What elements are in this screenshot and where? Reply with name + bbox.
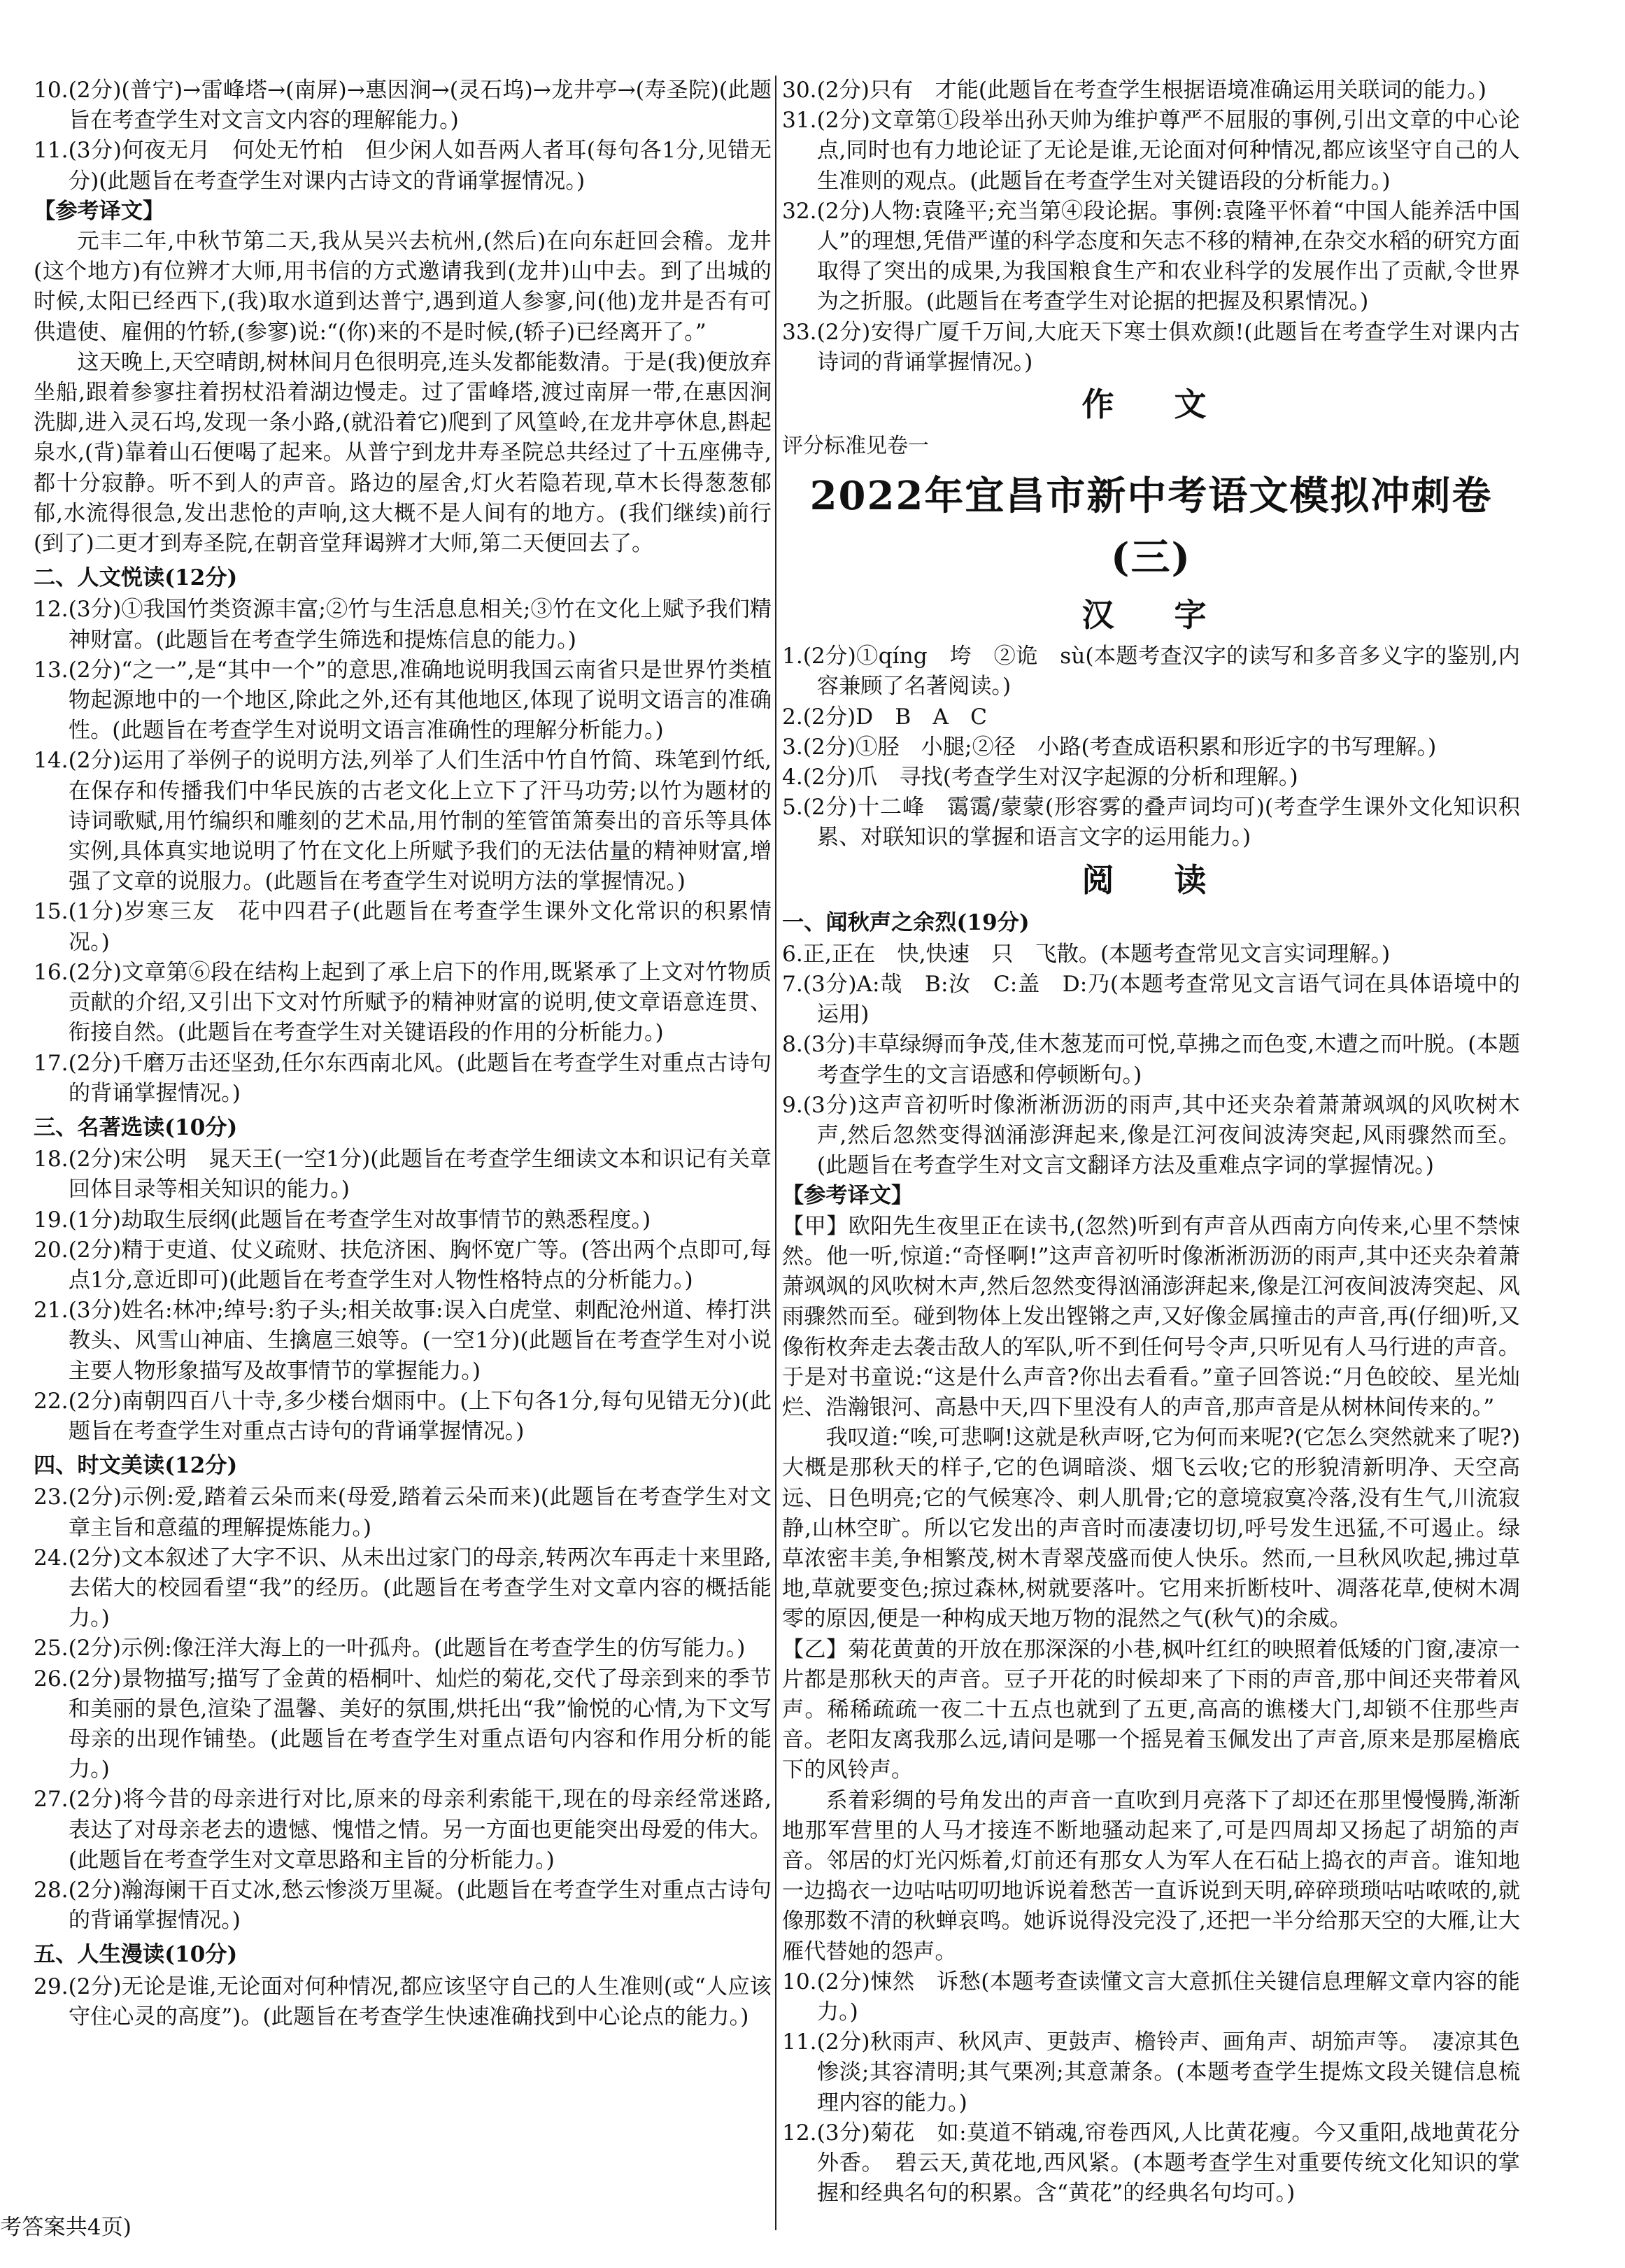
translation-label: 【参考译文】 [34, 198, 165, 224]
answer-item: 10.(2分)悚然 诉愁(本题考查读懂文言大意抓住关键信息理解文章内容的能力。) [782, 1969, 1520, 2025]
column-divider [775, 76, 776, 2230]
answer-item: 10.(2分)(普宁)→雷峰塔→(南屏)→惠因涧→(灵石坞)→龙井亭→(寿圣院)(此题旨在考查学生对文言文内容的理解能力。) [34, 78, 772, 134]
section-heading: 一、闻秋声之余烈(19分) [782, 909, 1030, 935]
page-footer: 考答案共4页) [0, 2215, 132, 2240]
answer-item: 17.(2分)千磨万击还坚劲,任尔东西南北风。(此题旨在考查学生对重点古诗句的背诵掌握情况。) [34, 1050, 772, 1106]
answer-item: 4.(2分)爪 寻找(考查学生对汉字起源的分析和理解。) [782, 765, 1298, 791]
answer-item: 30.(2分)只有 才能(此题旨在考查学生根据语境准确运用关联词的能力。) [782, 78, 1486, 103]
translation-paragraph: 元丰二年,中秋节第二天,我从吴兴去杭州,(然后)在向东赶回会稽。龙井(这个地方)有位辨才大师,用书信的方式邀请我到(龙井)山中去。到了出城的时候,太阳已经西下,(我)取水道到达普宁,遇到道人参寥,问(他)龙井是否有可供遣使、雇佣的竹轿,(参寥)说:“(你)来的不是时候,(轿子)已经离开了。” [34, 229, 772, 345]
translation-paragraph: 【乙】菊花黄黄的开放在那深深的小巷,枫叶红红的映照着低矮的门窗,凄凉一片都是那秋天的声音。豆子开花的时候却来了下雨的声音,那中间还夹带着风声。稀稀疏疏一夜二十五点也就到了五更,高高的谯楼大门,却锁不住那些声音。老阳友离我那么远,请问是哪一个摇晃着玉佩发出了声音,原来是那屋檐底下的风铃声。 [782, 1636, 1521, 1783]
answer-item: 2.(2分)D B A C [782, 704, 987, 730]
answer-item: 20.(2分)精于吏道、仗义疏财、扶危济困、胸怀宽广等。(答出两个点即可,每点1分,意近即可)(此题旨在考查学生对人物性格特点的分析能力。) [34, 1237, 772, 1293]
answer-item: 3.(2分)①胫 小腿;②径 小路(考查成语积累和形近字的书写理解。) [782, 734, 1437, 760]
answer-item: 11.(3分)何夜无月 何处无竹柏 但少闲人如吾两人者耳(每句各1分,见错无分)(此题旨在考查学生对课内古诗文的背诵掌握情况。) [34, 138, 772, 194]
answer-item: 14.(2分)运用了举例子的说明方法,列举了人们生活中竹自竹简、珠笔到竹纸,在保存和传播我们中华民族的古老文化上立下了汗马功劳;以竹为题材的诗词歌赋,用竹编织和雕刻的艺术品,用竹制的笙管笛箫奏出的音乐等具体实例,具体真实地说明了竹在文化上所赋予我们的无法估量的精神财富,增强了文章的说服力。(此题旨在考查学生对说明方法的掌握情况。) [34, 748, 772, 895]
answer-item: 33.(2分)安得广厦千万间,大庇天下寒士俱欢颜!(此题旨在考查学生对课内古诗词的背诵掌握情况。) [782, 319, 1520, 375]
answer-item: 29.(2分)无论是谁,无论面对何种情况,都应该坚守自己的人生准则(或“人应该守住心灵的高度”)。(此题旨在考查学生快速准确找到中心论点的能力。) [34, 1973, 772, 2029]
answer-item: 32.(2分)人物:袁隆平;充当第④段论据。事例:袁隆平怀着“中国人能养活中国人”的理想,凭借严谨的科学态度和矢志不移的精神,在杂交水稻的研究方面取得了突出的成果,为我国粮食生产和农业科学的发展作出了贡献,令世界为之折服。(此题旨在考查学生对论据的把握及积累情况。) [782, 198, 1520, 315]
answer-item: 12.(3分)①我国竹类资源丰富;②竹与生活息息相关;③竹在文化上赋予我们精神财富。(此题旨在考查学生筛选和提炼信息的能力。) [34, 597, 772, 653]
answer-item: 13.(2分)“之一”,是“其中一个”的意思,准确地说明我国云南省只是世界竹类植物起源地中的一个地区,除此之外,还有其他地区,体现了说明文语言的准确性。(此题旨在考查学生对说明文语言准确性的理解分析能力。) [34, 657, 772, 744]
section-heading: 二、人文悦读(12分) [34, 565, 238, 591]
section-heading: 五、人生漫读(10分) [34, 1942, 238, 1968]
answer-item: 24.(2分)文本叙述了大字不识、从未出过家门的母亲,转两次车再走十来里路,去偌大的校园看望“我”的经历。(此题旨在考查学生对文章内容的概括能力。) [34, 1545, 772, 1631]
answer-item: 11.(2分)秋雨声、秋风声、更鼓声、檐铃声、画角声、胡笳声等。 凄凉其色惨淡;其容清明;其气栗冽;其意萧条。(本题考查学生提炼文段关键信息梳理内容的能力。) [782, 2029, 1520, 2115]
essay-note: 评分标准见卷一 [782, 434, 929, 459]
hanzi-heading: 汉 字 [1081, 596, 1221, 635]
right-column [782, 76, 1520, 2209]
answer-item: 21.(3分)姓名:林冲;绰号:豹子头;相关故事:误入白虎堂、刺配沧州道、棒打洪教头、风雪山神庙、生擒扈三娘等。(一空1分)(此题旨在考查学生对小说主要人物形象描写及故事情节的掌握能力。) [34, 1298, 772, 1384]
left-column [34, 76, 772, 2032]
answer-item: 16.(2分)文章第⑥段在结构上起到了承上启下的作用,既紧承了上文对竹物质贡献的介绍,又引出下文对竹所赋予的精神财富的说明,使文章语意连贯、衔接自然。(此题旨在考查学生对关键语段的作用的分析能力。) [34, 959, 772, 1046]
answer-item: 31.(2分)文章第①段举出孙天帅为维护尊严不屈服的事例,引出文章的中心论点,同时也有力地论证了无论是谁,无论面对何种情况,都应该坚守自己的人生准则的观点。(此题旨在考查学生对关键语段的分析能力。) [782, 108, 1520, 194]
answer-item: 25.(2分)示例:像汪洋大海上的一叶孤舟。(此题旨在考查学生的仿写能力。) [34, 1636, 746, 1661]
translation-paragraph: 这天晚上,天空晴朗,树林间月色很明亮,连头发都能数清。于是(我)便放弃坐船,跟着参寥拄着拐杖沿着湖边慢走。过了雷峰塔,渡过南屏一带,在惠因涧洗脚,进入灵石坞,发现一条小路,(就沿着它)爬到了风篁岭,在龙井亭休息,斟起泉水,(背)靠着山石便喝了起来。从普宁到龙井寿圣院总共经过了十五座佛寺,都十分寂静。听不到人的声音。路边的屋舍,灯火若隐若现,草木长得葱葱郁郁,水流得很急,发出悲怆的声响,这大概不是人间有的地方。(我们继续)前行(到了)二更才到寿圣院,在朝音堂拜谒辨才大师,第二天便回去了。 [34, 349, 772, 557]
answer-item: 22.(2分)南朝四百八十寺,多少楼台烟雨中。(上下句各1分,每句见错无分)(此题旨在考查学生对重点古诗句的背诵掌握情况。) [34, 1388, 772, 1444]
answer-item: 8.(3分)丰草绿缛而争茂,佳木葱茏而可悦,草拂之而色变,木遭之而叶脱。(本题考查学生的文言语感和停顿断句。) [782, 1032, 1520, 1088]
answer-item: 5.(2分)十二峰 霭霭/蒙蒙(形容雾的叠声词均可)(考查学生课外文化知识积累、对联知识的掌握和语言文字的运用能力。) [782, 795, 1520, 851]
answer-item: 12.(3分)菊花 如:莫道不销魂,帘卷西风,人比黄花瘦。今又重阳,战地黄花分外香。 碧云天,黄花地,西风紧。(本题考查学生对重要传统文化知识的掌握和经典名句的积累。含“黄花”的经典名句均可。) [782, 2120, 1520, 2206]
answer-item: 23.(2分)示例:爱,踏着云朵而来(母爱,踏着云朵而来)(此题旨在考查学生对文章主旨和意蕴的理解提炼能力。) [34, 1484, 772, 1540]
section-heading: 三、名著选读(10分) [34, 1114, 238, 1140]
translation-paragraph: 【甲】欧阳先生夜里正在读书,(忽然)听到有声音从西南方向传来,心里不禁悚然。他一听,惊道:“奇怪啊!”这声音初听时像淅淅沥沥的雨声,其中还夹杂着萧萧飒飒的风吹树木声,然后忽然变得汹涌澎湃起来,像是江河夜间波涛突起、风雨骤然而至。碰到物体上发出铿锵之声,又好像金属撞击的声音,再(仔细)听,又像衔枚奔走去袭击敌人的军队,听不到任何号令声,只听见有人马行进的声音。于是对书童说:“这是什么声音?你出去看看。”童子回答说:“月色皎皎、星光灿烂、浩瀚银河、高悬中天,四下里没有人的声音,那声音是从树林间传来的。” [782, 1213, 1520, 1420]
answer-item: 26.(2分)景物描写;描写了金黄的梧桐叶、灿烂的菊花,交代了母亲到来的季节和美丽的景色,渲染了温馨、美好的氛围,烘托出“我”愉悦的心情,为下文写母亲的出现作铺垫。(此题旨在考查学生对重点语句内容和作用分析的能力。) [34, 1666, 772, 1782]
answer-item: 28.(2分)瀚海阑干百丈冰,愁云惨淡万里凝。(此题旨在考查学生对重点古诗句的背诵掌握情况。) [34, 1877, 772, 1934]
answer-item: 27.(2分)将今昔的母亲进行对比,原来的母亲利索能干,现在的母亲经常迷路,表达了对母亲老去的遗憾、愧惜之情。另一方面也更能突出母爱的伟大。(此题旨在考查学生对文章思路和主旨的分析能力。) [34, 1787, 772, 1873]
translation-paragraph: 我叹道:“唉,可悲啊!这就是秋声呀,它为何而来呢?(它怎么突然就来了呢?)大概是那秋天的样子,它的色调暗淡、烟飞云收;它的形貌清新明净、天空高远、日色明亮;它的气候寒冷、刺人肌骨;它的意境寂寞冷落,没有生气,川流寂静,山林空旷。所以它发出的声音时而凄凄切切,呼号发生迅猛,不可遏止。绿草浓密丰美,争相繁茂,树木青翠茂盛而使人快乐。然而,一旦秋风吹起,拂过草地,草就要变色;掠过森林,树就要落叶。它用来折断枝叶、凋落花草,使树木凋零的原因,便是一种构成天地万物的混然之气(秋气)的余威。 [782, 1425, 1520, 1632]
reading-heading: 阅 读 [1081, 860, 1221, 899]
answer-item: 6.正,正在 快,快速 只 飞散。(本题考查常见文言实词理解。) [782, 941, 1391, 967]
answer-item: 15.(1分)岁寒三友 花中四君子(此题旨在考查学生课外文化常识的积累情况。) [34, 899, 772, 955]
answer-item: 1.(2分)①qíng 垮 ②诡 sù(本题考查汉字的读写和多音多义字的鉴别,内容兼顾了名著阅读。) [782, 644, 1520, 700]
translation-paragraph: 系着彩绸的号角发出的声音一直吹到月亮落下了却还在那里慢慢腾,渐渐地那军营里的人马才接连不断地骚动起来了,可是四周却又扬起了胡笳的声音。邻居的灯光闪烁着,灯前还有那女人为军人在石砧上捣衣的声音。谁知地一边捣衣一边咕咕叨叨地诉说着愁苦一直诉说到天明,碎碎琐琐咕咕哝哝的,就像那数不清的秋蝉哀鸣。她诉说得没完没了,还把一半分给那天空的大雁,让大雁代替她的怨声。 [782, 1787, 1521, 1964]
answer-item: 7.(3分)A:哉 B:汝 C:盖 D:乃(本题考查常见文言语气词在具体语境中的运用) [782, 972, 1520, 1028]
paper-title: 2022年宜昌市新中考语文模拟冲刺卷(三) [809, 473, 1493, 581]
essay-heading: 作 文 [1081, 385, 1221, 424]
answer-item: 19.(1分)劫取生辰纲(此题旨在考查学生对故事情节的熟悉程度。) [34, 1207, 651, 1233]
answer-item: 9.(3分)这声音初听时像淅淅沥沥的雨声,其中还夹杂着萧萧飒飒的风吹树木声,然后忽然变得汹涌澎湃起来,像是江河夜间波涛突起,风雨骤然而至。(此题旨在考查学生对文言文翻译方法及重难点字词的掌握情况。) [782, 1092, 1520, 1179]
answer-item: 18.(2分)宋公明 晁天王(一空1分)(此题旨在考查学生细读文本和识记有关章回体目录等相关知识的能力。) [34, 1147, 772, 1203]
section-heading: 四、时文美读(12分) [34, 1453, 238, 1479]
translation-label: 【参考译文】 [782, 1183, 914, 1209]
